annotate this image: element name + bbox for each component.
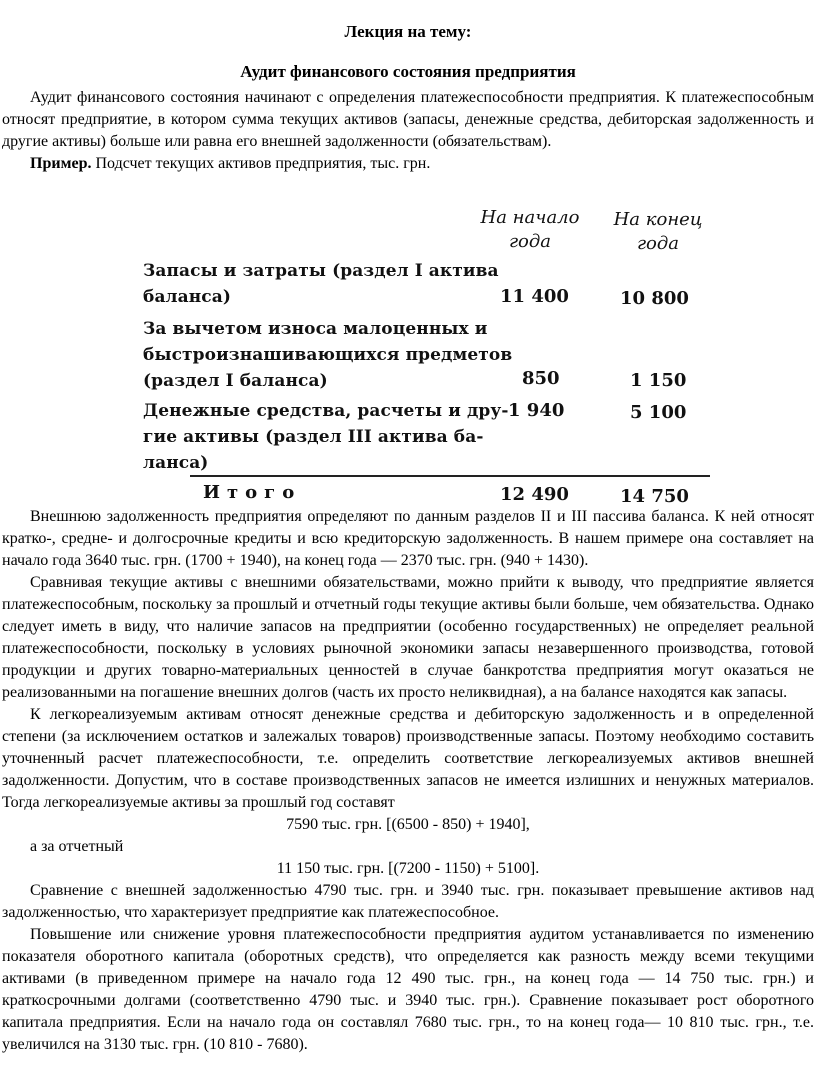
row3-start-value: 1 940 <box>508 400 565 421</box>
formula-reporting-year: 11 150 тыс. грн. [(7200 - 1150) + 5100]. <box>276 860 540 877</box>
current-assets-table <box>0 200 816 512</box>
row2-end-value: 1 150 <box>630 370 687 391</box>
intro-section <box>2 87 814 175</box>
lecture-heading: Лекция на тему: <box>344 22 472 41</box>
total-start-value: 12 490 <box>500 484 569 505</box>
row1-start-value: 11 400 <box>500 286 569 307</box>
example-text: Подсчет текущих активов предприятия, тыс. грн. <box>91 155 431 172</box>
body-section <box>2 506 814 1056</box>
col-end-header: На конец года <box>613 209 703 254</box>
paragraph-comparison: Сравнивая текущие активы с внешними обязательствами, можно прийти к выводу, что предприятие является платежеспособным, поскольку за прошлый и отчетный годы текущие активы были больше, чем обязательства. Однако следует иметь в виду, что наличие запасов на предприятии (особенно государственных) не определяет реальной платежеспособности, поскольку в условиях рыночной экономики запасы незавершенного производства, готовой продукции и других товарно-материальных ценностей в случае банкротства предприятия могут оказаться не реализованными на погашение внешних долгов (часть их просто неликвидная), а на балансе находятся как запасы. <box>2 574 814 701</box>
paragraph-working-capital: Повышение или снижение уровня платежеспособности предприятия аудитом устанавливается по изменению показателя оборотного капитала (оборотных средств), что определяется как разность между всеми текущими активами (в приведенном примере на начало года 12 490 тыс. грн., на конец года — 14 750 тыс. грн.) и краткосрочными долгами (соответственно 4790 тыс. и 3940 тыс. грн.). Сравнение показывает рост оборотного капитала предприятия. Если на начало года он составлял 7680 тыс. грн., то на конец года— 10 810 тыс. грн., т.е. увеличился на 3130 тыс. грн. (10 810 - 7680). <box>2 926 814 1053</box>
formula-previous-year: 7590 тыс. грн. [(6500 - 850) + 1940], <box>286 816 530 833</box>
col-start-header: На начало года <box>480 207 580 252</box>
paragraph-external-debt: Внешнюю задолженность предприятия определяют по данным разделов II и III пассива баланса. К ней относят кратко-, средне- и долгосрочные кредиты и всю кредиторскую задолженность. В нашем примере она составляет на начало года 3640 тыс. грн. (1700 + 1940), на конец года — 2370 тыс. грн. (940 + 1430). <box>2 508 814 569</box>
paragraph-liquid-assets: К легкореализуемым активам относят денежные средства и дебиторскую задолженность и в определенной степени (за исключением остатков и залежалых товаров) производственные запасы. Поэтому необходимо составить уточненный расчет платежеспособности, т.е. определить соответствие легкореализуемых активов внешней задолженности. Допустим, что в составе производственных запасов не имеется излишних и ненужных материалов. Тогда легкореализуемые активы за прошлый год составят <box>2 706 814 811</box>
paragraph-reporting-year: а за отчетный <box>30 838 124 855</box>
row1-end-value: 10 800 <box>620 288 689 309</box>
table-row-label: Запасы и затраты (раздел I актива баланса) <box>143 261 499 307</box>
example-label: Пример. <box>30 155 92 172</box>
paragraph-solvency-conclusion: Сравнение с внешней задолженностью 4790 тыс. грн. и 3940 тыс. грн. показывает превышение активов над задолженностью, что характеризует предприятие как платежеспособное. <box>2 882 814 921</box>
row3-end-value: 5 100 <box>630 402 687 423</box>
total-label: Итого <box>203 482 302 503</box>
row2-start-value: 850 <box>522 368 560 389</box>
table-row-label: За вычетом износа малоценных и быстроизнашивающихся предметов (раздел I баланса) <box>143 319 513 391</box>
total-end-value: 14 750 <box>620 486 689 507</box>
lecture-title: Аудит финансового состояния предприятия <box>240 62 576 81</box>
table-row-label: Денежные средства, расчеты и дру- гие активы (раздел III актива ба- ланса) <box>143 401 509 473</box>
example-line <box>2 153 814 175</box>
intro-paragraph: Аудит финансового состояния начинают с определения платежеспособности предприятия. К платежеспособным относят предприятие, в котором сумма текущих активов (запасы, денежные средства, дебиторская задолженность и другие активы) больше или равна его внешней задолженности (обязательствам). <box>2 89 814 150</box>
total-divider <box>190 475 710 477</box>
